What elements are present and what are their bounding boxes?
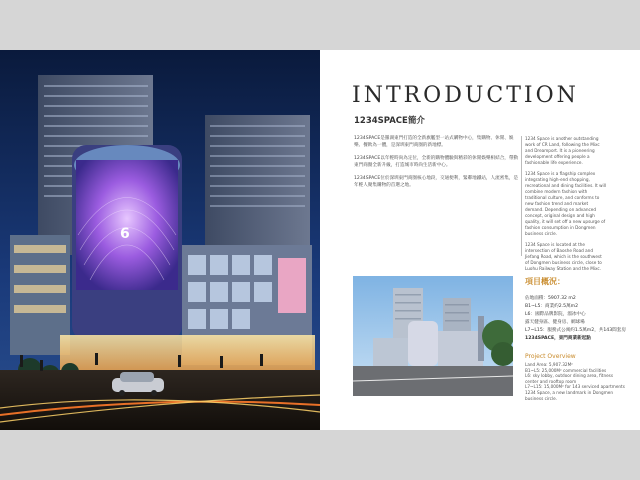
overview-bold-line: 1234SPACE，東門商業新起點 [525, 336, 591, 341]
overview-list [525, 295, 630, 343]
overview-line: L7~L15：服務式公寓約1.5萬m2，共143間套房 [525, 328, 626, 333]
project-overview-line: 1234 Space, a new landmark in Dongmen business circle. [525, 389, 614, 401]
overview-line: L6：國際品牌影院，溜冰中心 [525, 312, 586, 317]
building-illustration [0, 50, 320, 430]
en-paragraph: 1234 Space is a flagship complex integrating high-end shopping, recreational and dining facilities. It will combine modern fashion with traditional culture, and conforms to new fashion trend and market demand. Depending on advanced concept, original design and high quality, it will set off a new upsurge of fashion consumption in Dongmen business circle. [525, 171, 607, 236]
project-overview-line: Land Area: 5,907.32M² [525, 362, 573, 367]
overview-line: B1~L5：商業約2.5萬m2 [525, 304, 579, 309]
project-overview-list [525, 362, 625, 401]
building-night-photo [0, 50, 320, 430]
column-divider [521, 136, 522, 256]
en-paragraph: 1234 Space is another outstanding work of CR Land, following the Mixc and Dreamport. It is a pioneering development offering people a fashionable life experience. [525, 136, 600, 165]
cn-paragraph: 1234SPACE以年輕時尚為定位，全新的購物體驗與精彩的休閒娛樂相結合，帶動東門商圈全新升級，打造城市時尚生活新中心。 [354, 156, 519, 168]
cn-paragraph: 1234SPACE位於深圳東門商圈核心地段，交通便利，緊鄰地鐵站，人流密集，是年輕人聚集購物的首選之地。 [354, 176, 519, 188]
cn-paragraph: 1234SPACE是羅湖東門打造的全新旗艦型一站式購物中心，集購物、休閒、娛樂、餐飲為一體，是深圳東門商圈的新地標。 [354, 136, 514, 148]
chinese-body [354, 135, 519, 195]
project-overview-title: Project Overview [525, 353, 576, 360]
brochure-spread [0, 50, 640, 430]
intro-subtitle: 1234SPACE簡介 [354, 116, 425, 126]
english-column [525, 136, 607, 277]
en-paragraph: 1234 Space is located at the intersection of Baoshe Road and Jiefang Road, which is the southwest of Dongmen business circle, close to Luohu Railway Station and the Mixc. [525, 242, 602, 271]
overview-title: 項目概況： [525, 277, 565, 286]
building-day-photo [353, 276, 513, 396]
right-page [320, 50, 640, 430]
billboard [278, 258, 306, 313]
photo-sign-text: 6 [120, 226, 130, 242]
overview-line: 佔地面積：5907.32 m2 [525, 296, 576, 301]
project-overview-line: L6: sky lobby, outdoor dining area, fitness center and rooftop room [525, 373, 614, 384]
project-overview-line: B1~L5: 25,000M² commercial facilities [525, 367, 607, 373]
overview-line: 露天健身區、健身房、網球場 [525, 320, 585, 325]
project-overview-line: L7~L15: 15,000M² for 143 serviced apartments [525, 384, 625, 390]
intro-title: INTRODUCTION [352, 83, 579, 108]
